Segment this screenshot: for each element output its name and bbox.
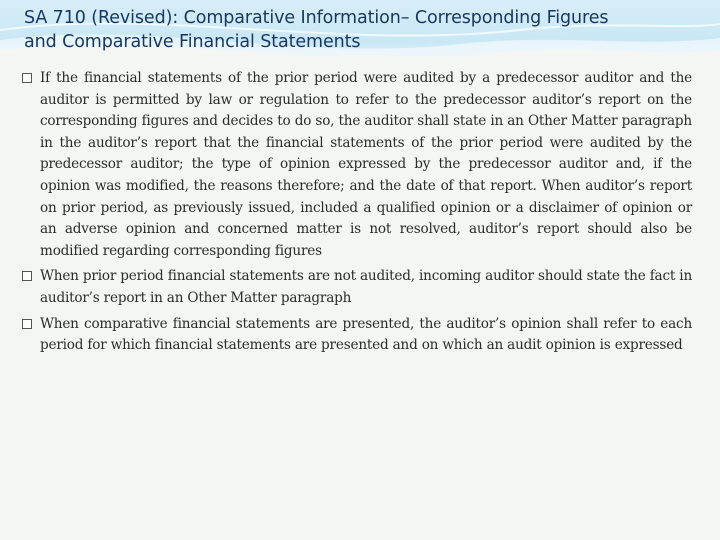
title-line-2: and Comparative Financial Statements: [24, 32, 361, 52]
square-bullet-icon: [22, 319, 32, 329]
bullet-text: When comparative financial statements are presented, the auditor’s opinion shall refer to each period for which financial statements are presented and on which an audit opinion is expressed: [40, 315, 692, 354]
bullet-text: If the financial statements of the prior period were audited by a predecessor auditor and the auditor is permitted by law or regulation to refer to the predecessor auditor’s report on the corresponding figures and decides to do so, the auditor shall state in an Other Matter paragraph in the auditor’s report that the financial statements of the prior period were audited by the predecessor auditor; the type of opinion expressed by the predecessor auditor and, if the opinion was modified, the reasons therefore; and the date of that report. When auditor’s report on prior period, as previously issued, included a qualified opinion or a disclaimer of opinion or an adverse opinion and concerned matter is not resolved, auditor’s report should also be modified regarding corresponding figures: [40, 70, 692, 259]
square-bullet-icon: [22, 271, 32, 281]
title-banner: [0, 0, 720, 68]
list-item: [22, 68, 692, 262]
bullet-text: When prior period financial statements are not audited, incoming auditor should state the fact in auditor’s report in an Other Matter paragraph: [40, 268, 692, 306]
list-item: [22, 314, 692, 357]
page-title: [24, 6, 704, 54]
square-bullet-icon: [22, 73, 32, 83]
title-line-1: SA 710 (Revised): Comparative Information– Corresponding Figures: [24, 8, 609, 28]
bullet-list: [22, 68, 692, 361]
list-item: [22, 266, 692, 309]
